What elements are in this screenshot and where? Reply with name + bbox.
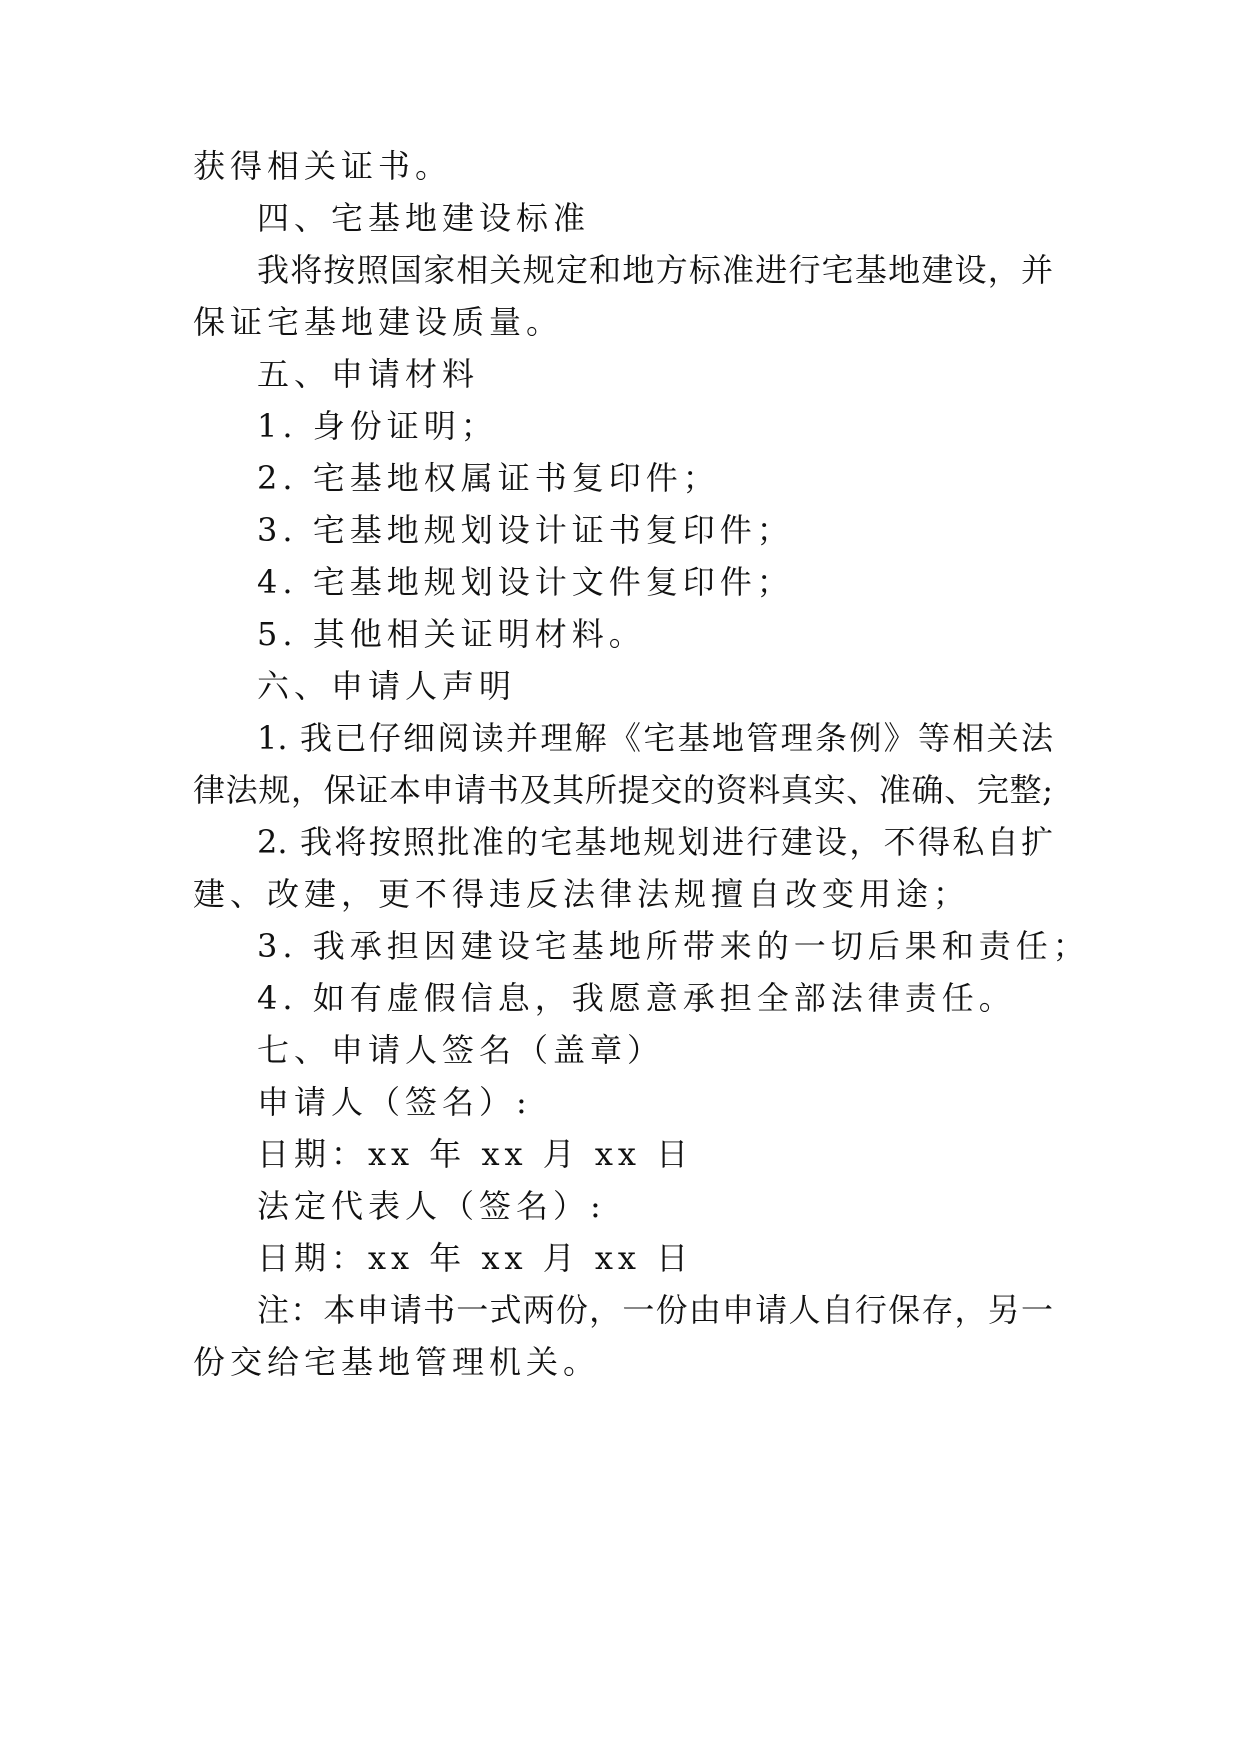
- list-item: 2. 宅基地权属证书复印件；: [257, 459, 720, 497]
- applicant-date-label: 日期：xx 年 xx 月 xx 日: [257, 1135, 694, 1173]
- list-item: 2. 我将按照批准的宅基地规划进行建设，不得私自扩: [257, 823, 1053, 861]
- list-item: 4. 宅基地规划设计文件复印件；: [257, 563, 794, 601]
- text-line: 获得相关证书。: [193, 147, 453, 185]
- note-text: 份交给宅基地管理机关。: [193, 1343, 601, 1381]
- list-item: 1. 身份证明；: [257, 407, 498, 445]
- section-heading-6: 六、申请人声明: [257, 667, 517, 705]
- note-text: 注：本申请书一式两份，一份由申请人自行保存，另一: [257, 1291, 1053, 1329]
- text-line: 我将按照国家相关规定和地方标准进行宅基地建设，并: [257, 251, 1053, 289]
- applicant-signature-label: 申请人（签名）:: [257, 1083, 532, 1121]
- text-line: 建、改建，更不得违反法律法规擅自改变用途；: [193, 875, 971, 913]
- section-heading-7: 七、申请人签名（盖章）: [257, 1031, 665, 1069]
- list-item: 3. 我承担因建设宅基地所带来的一切后果和责任；: [257, 927, 1090, 965]
- section-heading-4: 四、宅基地建设标准: [257, 199, 591, 237]
- text-line: 保证宅基地建设质量。: [193, 303, 564, 341]
- list-item: 4. 如有虚假信息，我愿意承担全部法律责任。: [257, 979, 1016, 1017]
- section-heading-5: 五、申请材料: [257, 355, 480, 393]
- list-item: 3. 宅基地规划设计证书复印件；: [257, 511, 794, 549]
- list-item: 1. 我已仔细阅读并理解《宅基地管理条例》等相关法: [257, 719, 1053, 757]
- text-line: 律法规，保证本申请书及其所提交的资料真实、准确、完整;: [193, 771, 1053, 809]
- legal-representative-date-label: 日期：xx 年 xx 月 xx 日: [257, 1239, 694, 1277]
- list-item: 5. 其他相关证明材料。: [257, 615, 646, 653]
- legal-representative-signature-label: 法定代表人（签名）:: [257, 1187, 606, 1225]
